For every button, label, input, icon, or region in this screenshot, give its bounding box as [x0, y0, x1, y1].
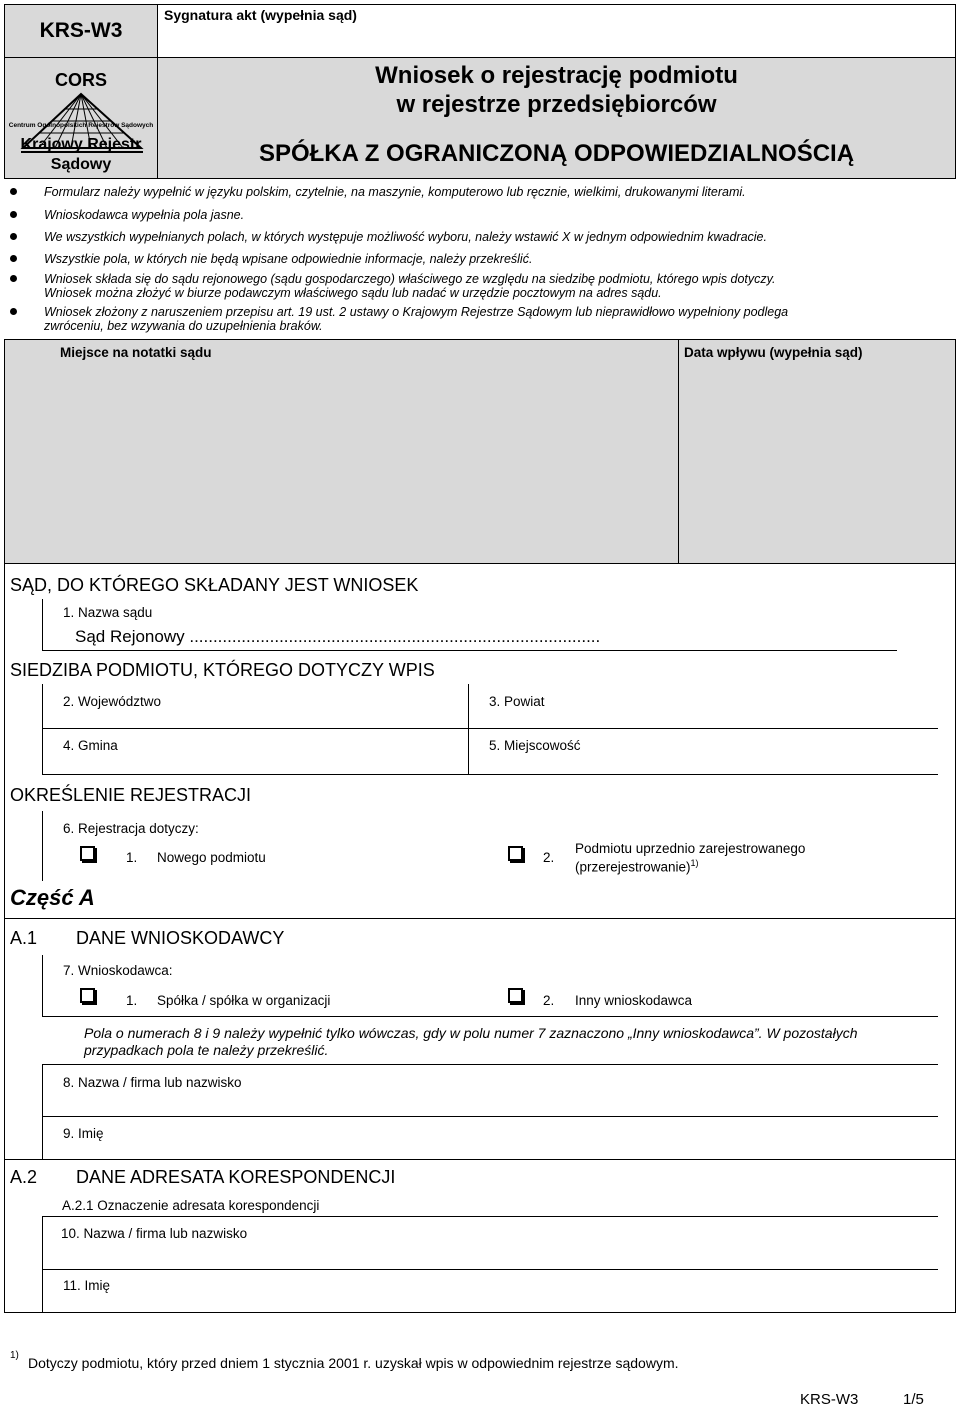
court-name-field[interactable] [42, 599, 897, 651]
form-title-line1: Wniosek o rejestrację podmiotu [375, 62, 738, 89]
commune-label[interactable]: 4. Gmina [63, 738, 118, 753]
bullet-icon [10, 211, 17, 218]
a1-number: A.1 [10, 928, 38, 948]
fields-8-9-note-line2: przypadkach pola te należy przekreślić. [84, 1042, 329, 1058]
correspondent-name-field[interactable] [42, 1216, 938, 1270]
footnote-mark: 1) [10, 1350, 19, 1361]
instruction-2: Wnioskodawca wypełnia pola jasne. [44, 208, 245, 222]
fields-8-9-note-line1: Pola o numerach 8 i 9 należy wypełnić tylko wówczas, gdy w polu numer 7 zaznaczono „Inny wnioskodawca”. W pozostałych [84, 1025, 858, 1041]
seat-grid [42, 684, 938, 775]
a21-label: A.2.1 Oznaczenie adresata korespondencji [62, 1198, 320, 1213]
new-entity-number: 1. [126, 850, 138, 865]
instruction-3: We wszystkich wypełnianych polach, w których występuje możliwość wyboru, należy wstawić X w jednym odpowiednim kwadracie. [44, 230, 767, 244]
reregistration-label-line1: Podmiotu uprzednio zarejestrowanego [575, 841, 806, 856]
court-section-title: SĄD, DO KTÓREGO SKŁADANY JEST WNIOSEK [10, 575, 419, 595]
form-title-line2: w rejestrze przedsiębiorców [396, 91, 717, 118]
signature-field[interactable] [157, 4, 956, 58]
company-applicant-number: 1. [126, 993, 138, 1008]
new-entity-label: Nowego podmiotu [157, 850, 266, 865]
instruction-6: Wniosek można złożyć w biurze podawczym właściwego sądu lub nadać w urzędzie pocztowym na adres sądu. [44, 286, 662, 300]
footnote-text: Dotyczy podmiotu, który przed dniem 1 stycznia 2001 r. uzyskał wpis w odpowiednim rejestrze sądowym. [28, 1355, 679, 1371]
voivodeship-label[interactable]: 2. Województwo [63, 694, 162, 709]
court-name-line1: Krajowy Rejestr [20, 136, 142, 153]
form-subtitle: SPÓŁKA Z OGRANICZONĄ ODPOWIEDZIALNOŚCIĄ [258, 140, 855, 167]
correspondent-first-name-label: 11. Imię [63, 1278, 111, 1293]
a1-title: DANE WNIOSKODAWCY [76, 928, 285, 948]
page-number: 1/5 [903, 1391, 924, 1408]
form-code-box [4, 4, 158, 58]
instruction-5: Wniosek składa się do sądu rejonowego (sądu gospodarczego) właściwego ze względu na siedzibę podmiotu, którego wpis dotyczy. [44, 272, 776, 286]
first-name-field[interactable] [42, 1116, 938, 1159]
court-notes-area [4, 339, 956, 564]
footnote-ref: 1) [690, 858, 699, 868]
registration-label: 6. Rejestracja dotyczy: [63, 821, 199, 836]
reregistration-number: 2. [543, 850, 555, 865]
court-name-value: Sąd Rejonowy ....................................................................................... [75, 627, 601, 646]
instruction-1: Formularz należy wypełnić w języku polskim, czytelnie, na maszynie, komputerowo lub ręcznie, wielkimi, drukowanymi literami. [44, 185, 746, 199]
reregistration-checkbox[interactable] [508, 846, 523, 861]
seat-section-title: SIEDZIBA PODMIOTU, KTÓREGO DOTYCZY WPIS [10, 660, 435, 680]
district-label[interactable]: 3. Powiat [489, 694, 545, 709]
correspondent-name-label: 10. Nazwa / firma lub nazwisko [61, 1226, 248, 1241]
locality-label[interactable]: 5. Miejscowość [489, 738, 581, 753]
part-a-title: Część A [10, 885, 95, 910]
instruction-4: Wszystkie pola, w których nie będą wpisane odpowiednie informacje, należy przekreślić. [44, 252, 533, 266]
reregistration-label-line2 [575, 858, 699, 875]
logo-caption: Centrum Ogólnopolskich Rejestrów Sądowych [8, 122, 154, 129]
company-applicant-checkbox[interactable] [80, 988, 95, 1003]
other-applicant-label: Inny wnioskodawca [575, 993, 693, 1008]
court-name-line2: Sądowy [50, 156, 112, 173]
other-applicant-checkbox[interactable] [508, 988, 523, 1003]
receipt-date-label: Data wpływu (wypełnia sąd) [684, 345, 863, 360]
court-name-label: 1. Nazwa sądu [63, 605, 153, 620]
bullet-icon [10, 188, 17, 195]
first-name-label: 9. Imię [63, 1126, 104, 1141]
name-label: 8. Nazwa / firma lub nazwisko [63, 1075, 242, 1090]
signature-label: Sygnatura akt (wypełnia sąd) [164, 7, 357, 23]
bullet-icon [10, 255, 17, 262]
other-applicant-number: 2. [543, 993, 555, 1008]
reregistration-label-text: (przerejestrowanie) [575, 859, 691, 875]
logo-text: CORS [54, 70, 107, 90]
a2-title: DANE ADRESATA KORESPONDENCJI [76, 1167, 396, 1187]
a2-number: A.2 [10, 1167, 38, 1187]
bullet-icon [10, 308, 17, 315]
new-entity-checkbox[interactable] [80, 846, 95, 861]
bullet-icon [10, 275, 17, 282]
correspondent-first-name-field[interactable] [42, 1269, 938, 1313]
court-notes-label: Miejsce na notatki sądu [60, 345, 212, 360]
instruction-7: Wniosek złożony z naruszeniem przepisu art. 19 ust. 2 ustawy o Krajowym Rejestrze Sądowym lub nieprawidłowo wypełniony podlega [44, 305, 789, 319]
form-code: KRS-W3 [39, 19, 123, 42]
name-field[interactable] [42, 1064, 938, 1117]
footer-form-code: KRS-W3 [800, 1391, 859, 1408]
instruction-8: zwróceniu, bez wzywania do uzupełnienia braków. [44, 319, 323, 333]
registration-section-title: OKREŚLENIE REJESTRACJI [10, 785, 252, 805]
logo-box [4, 57, 158, 179]
title-box [157, 57, 956, 179]
bullet-icon [10, 233, 17, 240]
applicant-label: 7. Wnioskodawca: [63, 963, 173, 978]
company-applicant-label: Spółka / spółka w organizacji [157, 993, 331, 1008]
